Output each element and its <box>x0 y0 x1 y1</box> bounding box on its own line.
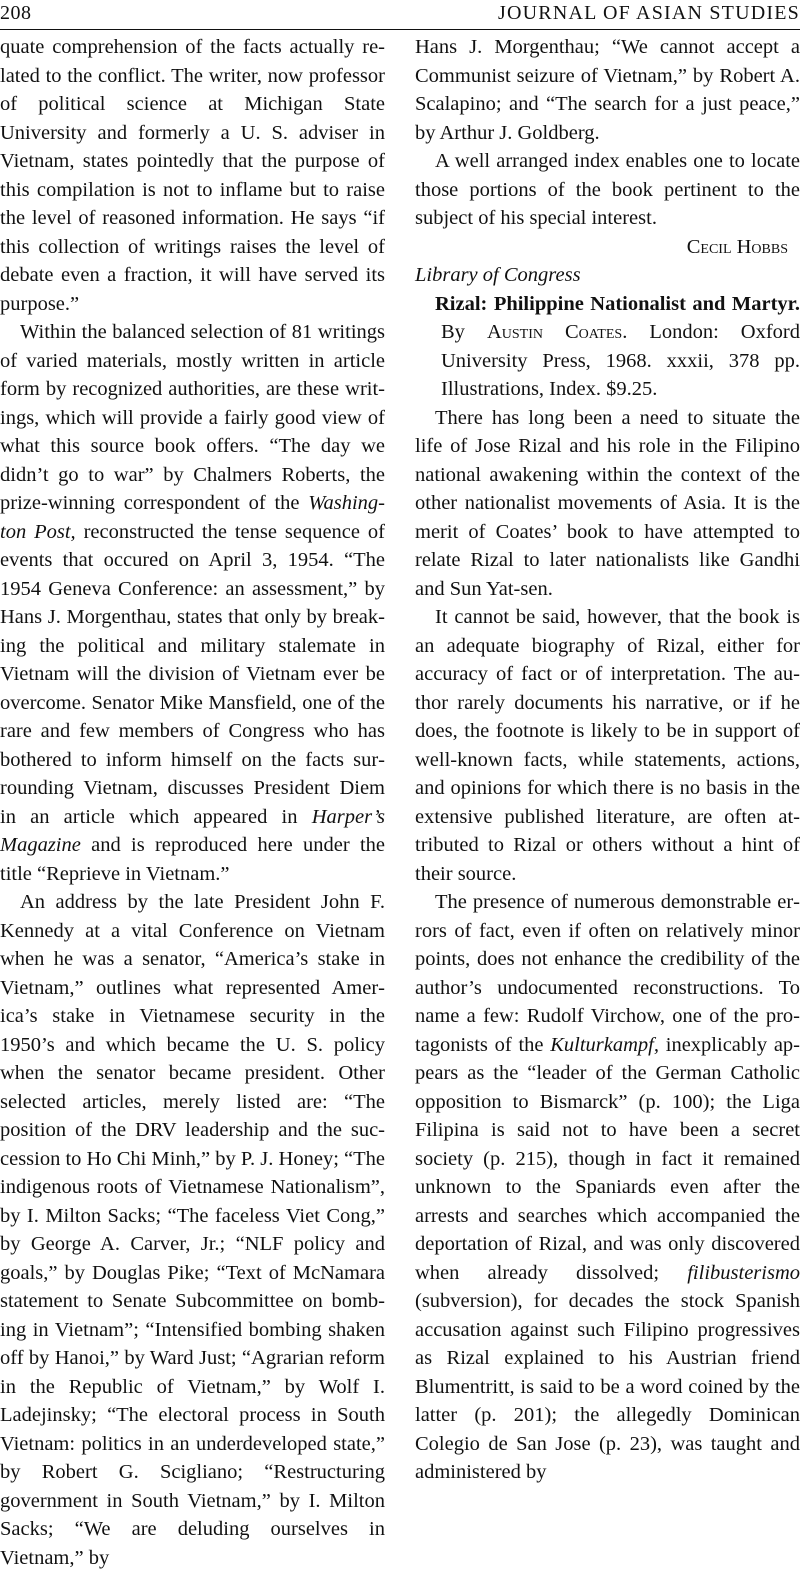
review-publication: London: Oxford University Press, 1968. xxxii, 378 pp. Illustrations, Index. $9.25. <box>441 321 800 400</box>
right-column <box>415 33 800 1487</box>
paragraph-index-note: A well arranged index enables one to locate those portions of the book pertinent to the subject of his special interest. <box>415 150 800 229</box>
paragraph-selection-start: Within the balanced selection of 81 writings of varied materials, mostly written in article form by recognized authorities, are these writings, which will provide a fairly good view of what this source book offers. “The day we didn’t go to war” by Chalmers Roberts, the prize-winning correspondent of the <box>0 321 385 514</box>
review-paragraph-3-start: The presence of numerous demonstrable errors of fact, even if often on relatively minor points, does not enhance the credibility of the author’s undocumented reconstructions. To name a few: Rudolf Virchow, one of the protagonists of the <box>415 891 800 1056</box>
paragraph-selection-end: and is reproduced here under the title “Reprieve in Vietnam.” <box>0 834 385 885</box>
reviewer-name: Cecil Hobbs <box>686 235 788 258</box>
review-paragraph-3 <box>415 888 800 1487</box>
review-paragraph-3-mid: inexplicably appears as the “leader of the German Catholic opposition to Bismarck” (p. 100); the Liga Filipina is said not to have been a secret society (p. 215), though in fact it remained unknown to the Spaniards even after the arrests and searches which accompanied the deportation of Rizal, and was only discovered when already dissolved; <box>415 1033 800 1284</box>
left-column <box>0 33 385 1572</box>
paragraph-selection-mid: reconstructed the tense sequence of events that occured on April 3, 1954. “The 1954 Geneva Conference: an assessment,” by Hans J. Morgenthau, states that only by breaking the political and military stalemate in Vietnam will the division of Vietnam ever be overcome. Senator Mike Mansfield, one of the rare and few members of Congress who has bothered to inform himself on the facts surrounding Vietnam, discusses President Diem in an article which appeared in <box>0 520 385 828</box>
review-author: Austin Coates. <box>486 321 628 343</box>
header-rule <box>0 29 800 30</box>
review-paragraph-3-end: (subversion), for decades the stock Spanish accusation against such Filipino progressives as Rizal explained to his Austrian friend Blumentritt, is said to be a word coined by the latter (p. 201); the allegedly Dominican Colegio de San Jose (p. 23), was taught and administered by <box>415 1290 800 1483</box>
page-number: 208 <box>0 2 32 24</box>
review-by: By <box>441 321 465 343</box>
italic-harpers-magazine: Harper’s Magazine <box>0 805 385 856</box>
paragraph-selection <box>0 318 385 888</box>
paragraph-continuation: quate comprehension of the facts actually related to the conflict. The writer, now professor of political science at Michigan State University and formerly a U. S. adviser in Vietnam, states pointedly that the purpose of this compilation is not to inflame but to raise the level of reasoned information. He says “if this collection of writings raises the level of debate even a fraction, it will have served its purpose.” <box>0 36 385 315</box>
italic-filibusterismo: filibusterismo <box>687 1261 800 1284</box>
italic-kulturkampf: Kulturkampf, <box>550 1033 660 1056</box>
review-paragraph-1: There has long been a need to situate the life of Jose Rizal and his role in the Filipino national awakening within the context of the other nationalist movements of Asia. It is the merit of Coates’ book to have attempted to relate Rizal to later nationalists like Gandhi and Sun Yat-sen. <box>415 406 800 600</box>
journal-title: JOURNAL OF ASIAN STUDIES <box>498 2 800 24</box>
review-paragraph-2: It cannot be said, however, that the book is an adequate biography of Rizal, either for accuracy of fact or of interpretation. The author rarely documents his narrative, or if he does, the footnote is likely to be in support of well-known facts, while statements, actions, and opinions for which there is no basis in the extensive published literature, are often attributed to Rizal or others without a hint of their source. <box>415 606 800 885</box>
paragraph-kennedy-address: An address by the late President John F. Kennedy at a vital Conference on Vietnam when he was a senator, “America’s stake in Vietnam,” outlines what represented America’s stake in Vietnamese security in the 1950’s and which became the U. S. policy when the senator became president. Other selected articles, merely listed are: “The position of the DRV leadership and the succession to Ho Chi Minh,” by P. J. Honey; “The indigenous roots of Vietnamese Nationalism”, by I. Milton Sacks; “The faceless Viet Cong,” by George A. Carver, Jr.; “NLF policy and goals,” by Douglas Pike; “Text of McNamara statement to Senate Subcommittee on bombing in Vietnam”; “Intensified bombing shaken off by Hanoi,” by Ward Just; “Agrarian reform in the Republic of Vietnam,” by Wolf I. Ladejinsky; “The electoral process in South Vietnam: politics in an underdeveloped state,” by Robert G. Scigliano; “Restructuring government in South Vietnam,” by I. Milton Sacks; “We are deluding ourselves in Vietnam,” by <box>0 891 385 1569</box>
review-heading <box>415 290 800 404</box>
italic-washington-post: Washington Post, <box>0 492 385 543</box>
review-title: Rizal: Philippine Nationalist and Martyr. <box>435 292 800 315</box>
paragraph-continuation-right: Hans J. Morgenthau; “We cannot accept a Communist seizure of Vietnam,” by Robert A. Scalapino; and “The search for a just peace,” by Arthur J. Goldberg. <box>415 36 800 144</box>
running-head <box>0 0 800 30</box>
reviewer-affiliation: Library of Congress <box>415 264 581 286</box>
